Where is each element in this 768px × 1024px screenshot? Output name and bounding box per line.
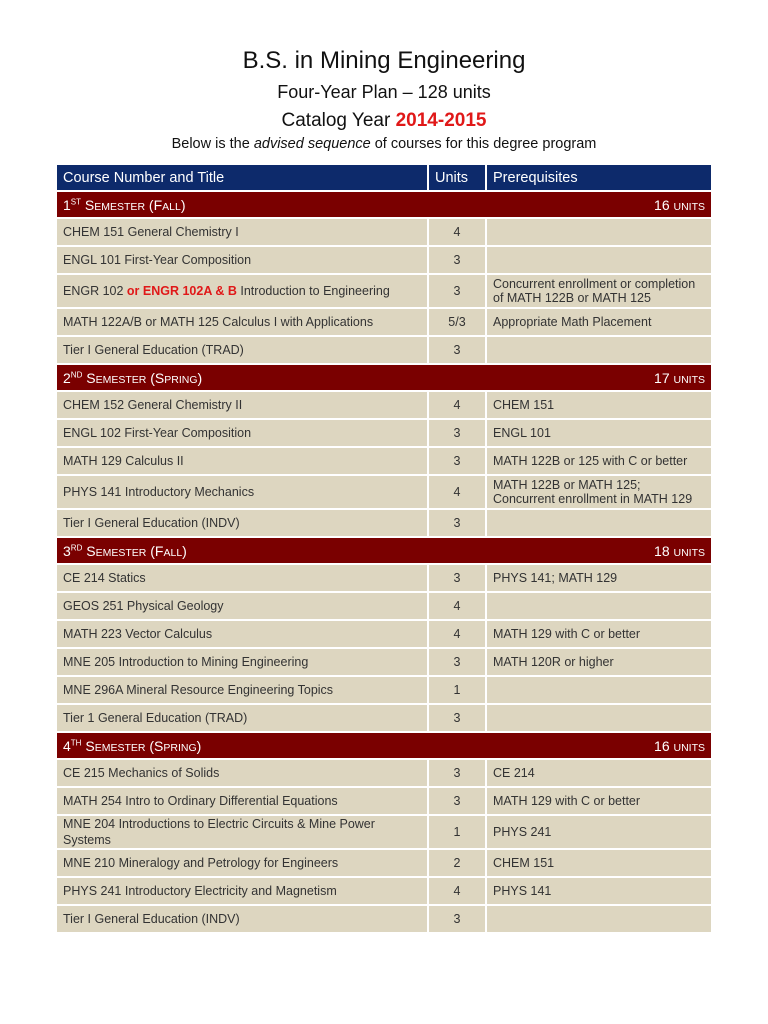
semester-word-initial: S bbox=[85, 737, 95, 754]
course-prereq bbox=[485, 593, 711, 619]
season-initial: F bbox=[154, 542, 164, 559]
semester-units-number: 18 bbox=[654, 542, 670, 559]
course-title bbox=[57, 337, 427, 363]
course-prereq bbox=[485, 705, 711, 731]
semester-word-rest: EMESTER bbox=[95, 373, 147, 386]
course-units: 3 bbox=[427, 420, 485, 446]
semester-units-word: UNITS bbox=[673, 373, 705, 386]
semester-ordinal: ND bbox=[70, 369, 83, 379]
course-units: 3 bbox=[427, 247, 485, 273]
course-row bbox=[57, 392, 711, 418]
advised-emphasis: advised sequence bbox=[253, 136, 371, 152]
course-units: 4 bbox=[427, 593, 485, 619]
course-prereq: MATH 122B or 125 with C or better bbox=[485, 448, 711, 474]
course-title bbox=[57, 565, 427, 591]
course-title-text: MNE 210 Mineralogy and Petrology for Engineers bbox=[63, 856, 339, 870]
course-row bbox=[57, 476, 711, 508]
course-title bbox=[57, 705, 427, 731]
course-prereq: Appropriate Math Placement bbox=[485, 309, 711, 335]
course-title bbox=[57, 593, 427, 619]
course-row bbox=[57, 677, 711, 703]
semester-number: 4 bbox=[63, 737, 71, 754]
course-units: 3 bbox=[427, 337, 485, 363]
semester-title: 2ND SEMESTER (SPRING) bbox=[57, 365, 485, 390]
course-units: 4 bbox=[427, 392, 485, 418]
advised-pre: Below is the bbox=[171, 136, 254, 152]
course-row bbox=[57, 448, 711, 474]
course-title bbox=[57, 906, 427, 932]
season-initial: F bbox=[153, 196, 163, 213]
catalog-year: 2014-2015 bbox=[395, 110, 487, 131]
advised-note bbox=[0, 134, 768, 154]
semester-word-rest: EMESTER bbox=[94, 741, 146, 754]
course-units: 1 bbox=[427, 816, 485, 848]
course-title-text: MATH 223 Vector Calculus bbox=[63, 627, 213, 641]
season-rest: PRING bbox=[163, 741, 197, 754]
course-plan-table bbox=[57, 163, 711, 934]
course-prereq: MATH 129 with C or better bbox=[485, 621, 711, 647]
season-initial: S bbox=[154, 737, 164, 754]
course-title bbox=[57, 219, 427, 245]
course-prereq: PHYS 141; MATH 129 bbox=[485, 565, 711, 591]
semester-number: 1 bbox=[63, 196, 71, 213]
course-prereq: CE 214 bbox=[485, 760, 711, 786]
course-row bbox=[57, 337, 711, 363]
course-prereq: Concurrent enrollment or completion of MATH 122B or MATH 125 bbox=[485, 275, 711, 307]
course-units: 3 bbox=[427, 565, 485, 591]
course-title bbox=[57, 510, 427, 536]
course-units: 3 bbox=[427, 510, 485, 536]
course-title bbox=[57, 448, 427, 474]
course-row bbox=[57, 649, 711, 675]
course-title-text: Tier I General Education (TRAD) bbox=[63, 343, 244, 357]
season-rest: ALL bbox=[162, 200, 181, 213]
course-title bbox=[57, 275, 427, 307]
course-title-text: CE 215 Mechanics of Solids bbox=[63, 766, 220, 780]
semester-units-number: 16 bbox=[654, 196, 670, 213]
course-prereq: ENGL 101 bbox=[485, 420, 711, 446]
course-title-text: GEOS 251 Physical Geology bbox=[63, 599, 224, 613]
course-units: 3 bbox=[427, 275, 485, 307]
course-prereq bbox=[485, 906, 711, 932]
course-row bbox=[57, 219, 711, 245]
course-units: 5/3 bbox=[427, 309, 485, 335]
semester-word-rest: EMESTER bbox=[94, 200, 146, 213]
plan-subtitle: Four-Year Plan – 128 units bbox=[277, 82, 491, 102]
course-row bbox=[57, 593, 711, 619]
semester-units-word: UNITS bbox=[673, 546, 705, 559]
course-prereq bbox=[485, 510, 711, 536]
header-prereq: Prerequisites bbox=[485, 165, 711, 190]
course-row bbox=[57, 510, 711, 536]
header-course: Course Number and Title bbox=[57, 165, 427, 190]
semester-title: 4TH SEMESTER (SPRING) bbox=[57, 733, 485, 758]
course-title-text: Tier I General Education (INDV) bbox=[63, 516, 240, 530]
course-title-text: PHYS 241 Introductory Electricity and Magnetism bbox=[63, 884, 337, 898]
course-units: 4 bbox=[427, 878, 485, 904]
course-row bbox=[57, 309, 711, 335]
course-row bbox=[57, 850, 711, 876]
course-title-text: CHEM 151 General Chemistry I bbox=[63, 225, 239, 239]
course-prereq bbox=[485, 247, 711, 273]
course-title-text: PHYS 141 Introductory Mechanics bbox=[63, 485, 255, 499]
course-units: 3 bbox=[427, 788, 485, 814]
course-title bbox=[57, 476, 427, 508]
course-units: 4 bbox=[427, 621, 485, 647]
course-row bbox=[57, 705, 711, 731]
advised-post: of courses for this degree program bbox=[370, 136, 597, 152]
semester-number: 3 bbox=[63, 542, 71, 559]
course-title-post: Introduction to Engineering bbox=[236, 284, 390, 298]
semester-units-word: UNITS bbox=[673, 200, 705, 213]
course-title bbox=[57, 878, 427, 904]
semester-title: 3RD SEMESTER (FALL) bbox=[57, 538, 485, 563]
course-title-text: MATH 254 Intro to Ordinary Differential Equations bbox=[63, 794, 338, 808]
semester-word-rest: EMESTER bbox=[95, 546, 147, 559]
course-prereq bbox=[485, 219, 711, 245]
catalog-label: Catalog Year bbox=[281, 110, 391, 131]
course-prereq bbox=[485, 677, 711, 703]
course-row bbox=[57, 275, 711, 307]
semester-ordinal: RD bbox=[70, 542, 83, 552]
course-title-alt: or ENGR 102A & B bbox=[126, 284, 237, 298]
course-title bbox=[57, 788, 427, 814]
semester-word-initial: S bbox=[86, 542, 96, 559]
course-row bbox=[57, 878, 711, 904]
semester-units bbox=[485, 733, 711, 758]
course-title-text: MATH 129 Calculus II bbox=[63, 454, 184, 468]
course-row bbox=[57, 247, 711, 273]
catalog-year-line bbox=[0, 107, 768, 135]
course-title-pre: ENGR 102 bbox=[63, 284, 127, 298]
course-title bbox=[57, 816, 427, 848]
course-title-text: Tier 1 General Education (TRAD) bbox=[63, 711, 248, 725]
course-title-text: MNE 204 Introductions to Electric Circuits & Mine Power Systems bbox=[63, 817, 375, 847]
course-title bbox=[57, 247, 427, 273]
season-rest: PRING bbox=[164, 373, 198, 386]
course-prereq: CHEM 151 bbox=[485, 392, 711, 418]
course-title bbox=[57, 850, 427, 876]
semester-units bbox=[485, 192, 711, 217]
course-title-text: ENGL 102 First-Year Composition bbox=[63, 426, 252, 440]
course-units: 1 bbox=[427, 677, 485, 703]
course-row bbox=[57, 420, 711, 446]
page-title: B.S. in Mining Engineering bbox=[242, 47, 526, 74]
course-units: 3 bbox=[427, 705, 485, 731]
course-title bbox=[57, 392, 427, 418]
course-prereq bbox=[485, 337, 711, 363]
course-row bbox=[57, 816, 711, 848]
course-title-text: CHEM 152 General Chemistry II bbox=[63, 398, 243, 412]
course-title-text: MNE 296A Mineral Resource Engineering Topics bbox=[63, 683, 334, 697]
course-units: 4 bbox=[427, 476, 485, 508]
course-units: 3 bbox=[427, 649, 485, 675]
course-prereq: MATH 122B or MATH 125; Concurrent enrollment in MATH 129 bbox=[485, 476, 711, 508]
semester-units bbox=[485, 538, 711, 563]
course-row bbox=[57, 906, 711, 932]
course-title bbox=[57, 677, 427, 703]
semester-units bbox=[485, 365, 711, 390]
course-title-text: CE 214 Statics bbox=[63, 571, 146, 585]
semester-word-initial: S bbox=[86, 369, 96, 386]
course-title bbox=[57, 649, 427, 675]
semester-ordinal: TH bbox=[70, 737, 82, 747]
semester-number: 2 bbox=[63, 369, 71, 386]
semester-title: 1ST SEMESTER (FALL) bbox=[57, 192, 485, 217]
semester-header-row bbox=[57, 365, 711, 390]
header-units: Units bbox=[427, 165, 485, 190]
course-title-text: ENGL 101 First-Year Composition bbox=[63, 253, 252, 267]
course-title-text: Tier I General Education (INDV) bbox=[63, 912, 240, 926]
semester-header-row bbox=[57, 192, 711, 217]
course-title-text: MNE 205 Introduction to Mining Engineering bbox=[63, 655, 309, 669]
course-prereq: MATH 129 with C or better bbox=[485, 788, 711, 814]
course-row bbox=[57, 760, 711, 786]
season-rest: ALL bbox=[163, 546, 183, 559]
course-prereq: CHEM 151 bbox=[485, 850, 711, 876]
course-prereq: MATH 120R or higher bbox=[485, 649, 711, 675]
course-title bbox=[57, 621, 427, 647]
course-units: 2 bbox=[427, 850, 485, 876]
table-header-row bbox=[57, 165, 711, 190]
semester-units-word: UNITS bbox=[673, 741, 705, 754]
semester-units-number: 17 bbox=[654, 369, 670, 386]
course-units: 3 bbox=[427, 760, 485, 786]
course-row bbox=[57, 565, 711, 591]
course-units: 4 bbox=[427, 219, 485, 245]
semester-header-row bbox=[57, 733, 711, 758]
course-title bbox=[57, 760, 427, 786]
course-row bbox=[57, 788, 711, 814]
course-title bbox=[57, 420, 427, 446]
course-title bbox=[57, 309, 427, 335]
semester-units-number: 16 bbox=[654, 737, 670, 754]
course-row bbox=[57, 621, 711, 647]
season-initial: S bbox=[154, 369, 165, 386]
course-prereq: PHYS 241 bbox=[485, 816, 711, 848]
course-title-text: MATH 122A/B or MATH 125 Calculus I with Applications bbox=[63, 315, 374, 329]
course-units: 3 bbox=[427, 448, 485, 474]
course-units: 3 bbox=[427, 906, 485, 932]
semester-ordinal: ST bbox=[70, 196, 82, 206]
semester-word-initial: S bbox=[84, 196, 95, 213]
semester-header-row bbox=[57, 538, 711, 563]
course-prereq: PHYS 141 bbox=[485, 878, 711, 904]
